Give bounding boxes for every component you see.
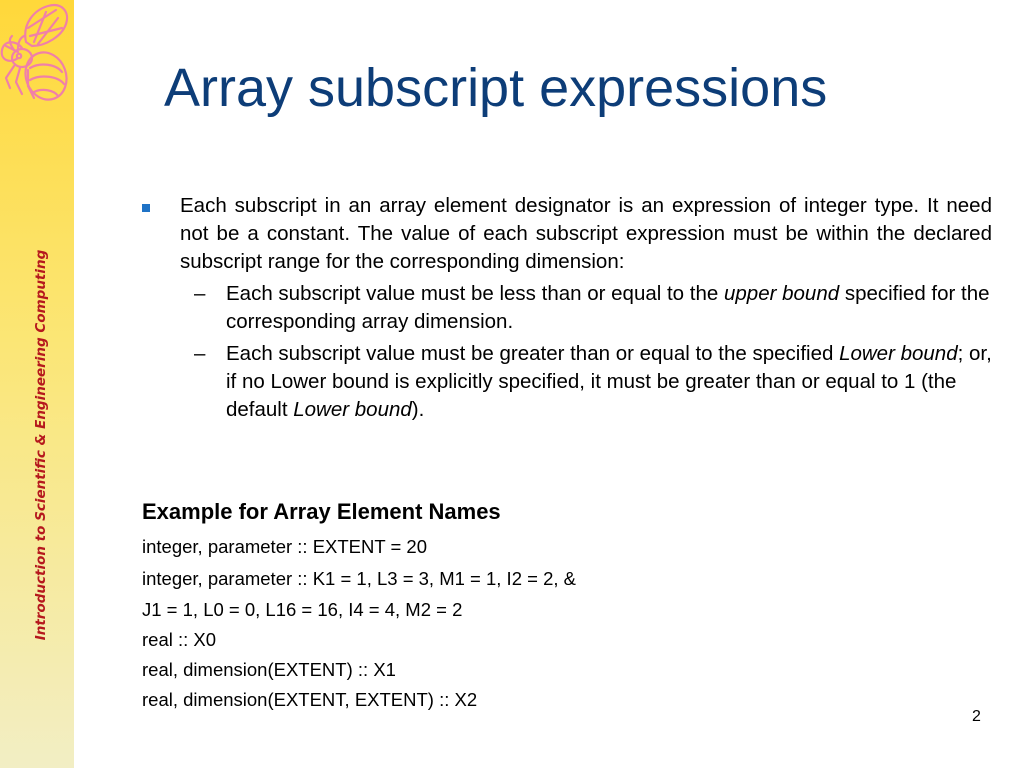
code-line: integer, parameter :: K1 = 1, L3 = 3, M1 = 1, I2 = 2, &	[142, 568, 576, 589]
bullet-text: Each subscript in an array element designator is an expression of integer type. It need not be a constant. The value of each subscript expression must be within the declared subscript range for the corresponding dimension:	[180, 194, 992, 273]
example-heading: Example for Array Element Names	[142, 499, 501, 524]
page-number: 2	[972, 708, 981, 725]
emphasis-lower-bound: Lower bound	[839, 342, 958, 365]
slide-title: Array subscript expressions	[164, 58, 828, 118]
sub-bullet-text: specified for the corresponding array dimension.	[226, 282, 990, 333]
bullet-list	[142, 192, 992, 424]
sub-bullet-text: Each subscript value must be greater than or equal to the specified	[226, 342, 840, 365]
sidebar	[0, 0, 74, 768]
code-line: real, dimension(EXTENT, EXTENT) :: X2	[142, 689, 478, 710]
dash-marker: –	[194, 342, 206, 365]
emphasis-lower-bound: Lower bound	[293, 398, 412, 421]
sub-bullet-text: ).	[411, 398, 425, 421]
code-line: real, dimension(EXTENT) :: X1	[142, 659, 396, 680]
square-bullet-icon	[142, 204, 150, 212]
sidebar-vertical-title: Introduction to Scientific & Engineering Computing	[33, 249, 49, 641]
dash-marker: –	[194, 282, 206, 305]
code-line: J1 = 1, L0 = 0, L16 = 16, I4 = 4, M2 = 2	[142, 599, 463, 620]
sub-bullet-lower-bound	[194, 340, 992, 424]
code-line: real :: X0	[142, 629, 217, 650]
sub-bullet-upper-bound	[194, 280, 992, 336]
emphasis-upper-bound: upper bound	[723, 282, 840, 305]
bee-logo-icon	[0, 2, 74, 110]
sub-bullet-text: ; or, if no Lower bound is explicitly specified, it must be greater than or equal to 1 (the default	[226, 342, 992, 421]
sub-bullet-text: Each subscript value must be less than or equal to the	[226, 282, 724, 305]
code-line: integer, parameter :: EXTENT = 20	[142, 536, 428, 557]
